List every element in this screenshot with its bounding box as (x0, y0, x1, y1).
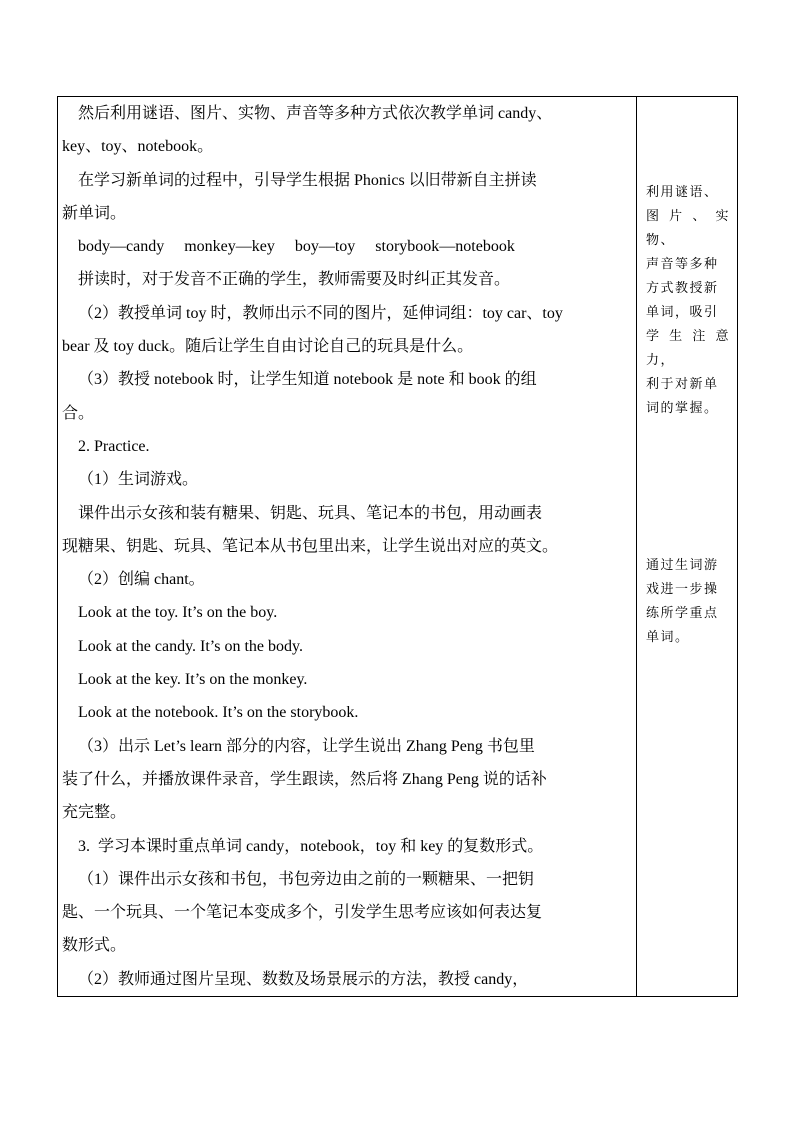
column-divider (636, 97, 637, 996)
teaching-procedure-cell (62, 97, 632, 996)
note-line: 学生注意力， (646, 328, 730, 367)
text-line: body—candy monkey—key boy—toy storybook—notebook (62, 238, 515, 256)
text-line: Look at the key. It’s on the monkey. (62, 671, 308, 689)
text-line: 合。 (62, 404, 95, 422)
text-line: 充完整。 (62, 804, 127, 822)
text-line: 数形式。 (62, 937, 127, 955)
text-line: （2）创编 chant。 (62, 571, 205, 589)
lesson-plan-table (57, 96, 738, 997)
text-line: 现糖果、钥匙、玩具、笔记本从书包里出来，让学生说出对应的英文。 (62, 537, 559, 555)
note-line: 图片、实物、 (646, 208, 730, 247)
design-note-1 (646, 180, 730, 420)
text-line: bear 及 toy duck。随后让学生自由讨论自己的玩具是什么。 (62, 338, 474, 356)
design-note-2 (646, 553, 730, 649)
text-line: （2）教授单词 toy 时，教师出示不同的图片，延伸词组：toy car、toy (62, 304, 563, 322)
note-line: 通过生词游 (646, 557, 719, 572)
note-line: 利用谜语、 (646, 184, 719, 199)
text-line: Look at the toy. It’s on the boy. (62, 604, 278, 622)
text-line: 课件出示女孩和装有糖果、钥匙、玩具、笔记本的书包，用动画表 (62, 504, 543, 522)
text-line: 新单词。 (62, 204, 127, 222)
note-line: 练所学重点 (646, 605, 719, 620)
text-line: 在学习新单词的过程中，引导学生根据 Phonics 以旧带新自主拼读 (62, 171, 537, 189)
text-line: 然后利用谜语、图片、实物、声音等多种方式依次教学单词 candy、 (62, 105, 553, 122)
note-line: 声音等多种 (646, 256, 719, 271)
note-line: 戏进一步操 (646, 581, 719, 596)
note-line: 利于对新单 (646, 376, 719, 391)
text-line: 匙、一个玩具、一个笔记本变成多个，引发学生思考应该如何表达复 (62, 904, 543, 922)
text-line: key、toy、notebook。 (62, 138, 214, 156)
text-line: （1）生词游戏。 (62, 471, 199, 489)
text-line: 装了什么，并播放课件录音，学生跟读，然后将 Zhang Peng 说的话补 (62, 770, 547, 788)
text-line: 2. Practice. (62, 437, 150, 455)
note-line: 单词，吸引 (646, 304, 719, 319)
text-line: （3）教授 notebook 时，让学生知道 notebook 是 note 和 book 的组 (62, 371, 537, 389)
text-line: 拼读时，对于发音不正确的学生，教师需要及时纠正其发音。 (62, 271, 511, 289)
text-line: （3）出示 Let’s learn 部分的内容，让学生说出 Zhang Peng 书包里 (62, 737, 535, 755)
text-line: （1）课件出示女孩和书包，书包旁边由之前的一颗糖果、一把钥 (62, 870, 535, 888)
note-line: 单词。 (646, 629, 690, 644)
note-line: 方式教授新 (646, 280, 719, 295)
text-line: Look at the candy. It’s on the body. (62, 637, 303, 655)
text-line: Look at the notebook. It’s on the storybook. (62, 704, 359, 722)
text-line: （2）教师通过图片呈现、数数及场景展示的方法，教授 candy， (62, 970, 529, 988)
note-line: 词的掌握。 (646, 400, 719, 415)
text-line: 3. 学习本课时重点单词 candy，notebook，toy 和 key 的复数形式。 (62, 837, 544, 855)
